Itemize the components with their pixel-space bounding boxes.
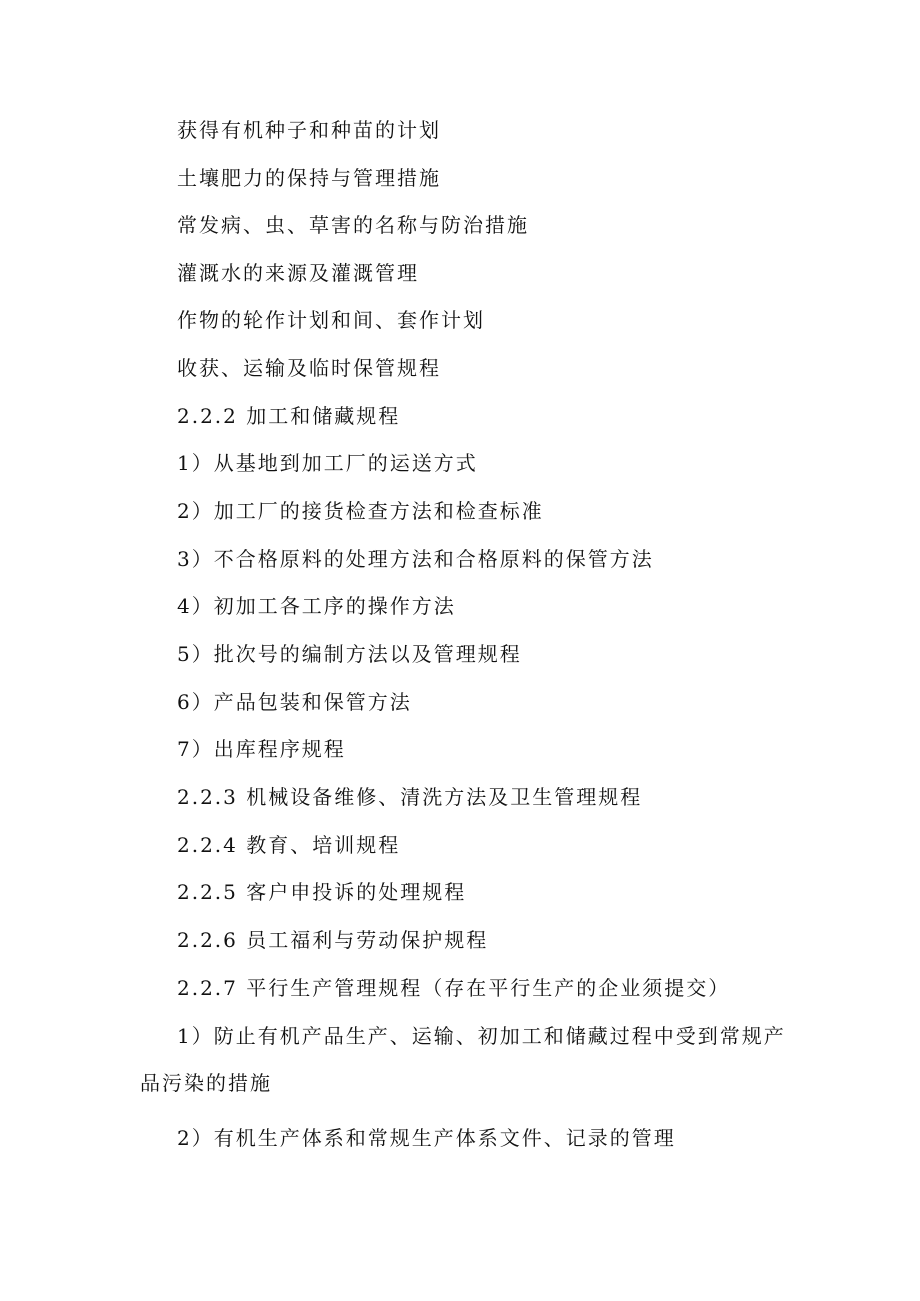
- text-line: 常发病、虫、草害的名称与防治措施: [177, 213, 529, 237]
- section-heading: 2.2.6 员工福利与劳动保护规程: [177, 928, 489, 952]
- list-item: 2）有机生产体系和常规生产体系文件、记录的管理: [177, 1126, 676, 1150]
- text-line: 作物的轮作计划和间、套作计划: [177, 308, 485, 332]
- section-heading: 2.2.4 教育、培训规程: [177, 833, 401, 857]
- section-heading: 2.2.7 平行生产管理规程（存在平行生产的企业须提交）: [177, 976, 731, 1000]
- list-item: 5）批次号的编制方法以及管理规程: [177, 642, 522, 666]
- section-heading: 2.2.3 机械设备维修、清洗方法及卫生管理规程: [177, 785, 643, 809]
- text-line: 土壤肥力的保持与管理措施: [177, 166, 441, 190]
- list-item: 1）从基地到加工厂的运送方式: [177, 451, 478, 475]
- section-heading: 2.2.2 加工和储藏规程: [177, 404, 401, 428]
- text-line: 获得有机种子和种苗的计划: [177, 118, 441, 142]
- list-item: 4）初加工各工序的操作方法: [177, 594, 456, 618]
- text-line: 收获、运输及临时保管规程: [177, 356, 441, 380]
- text-line: 灌溉水的来源及灌溉管理: [177, 261, 419, 285]
- list-item: 2）加工厂的接货检查方法和检查标准: [177, 499, 544, 523]
- list-item: 3）不合格原料的处理方法和合格原料的保管方法: [177, 547, 654, 571]
- list-item: 7）出库程序规程: [177, 737, 346, 761]
- list-item-continuation: 品污染的措施: [140, 1071, 272, 1095]
- list-item: 6）产品包装和保管方法: [177, 690, 412, 714]
- section-heading: 2.2.5 客户申投诉的处理规程: [177, 880, 467, 904]
- list-item: 1）防止有机产品生产、运输、初加工和储藏过程中受到常规产: [177, 1024, 786, 1048]
